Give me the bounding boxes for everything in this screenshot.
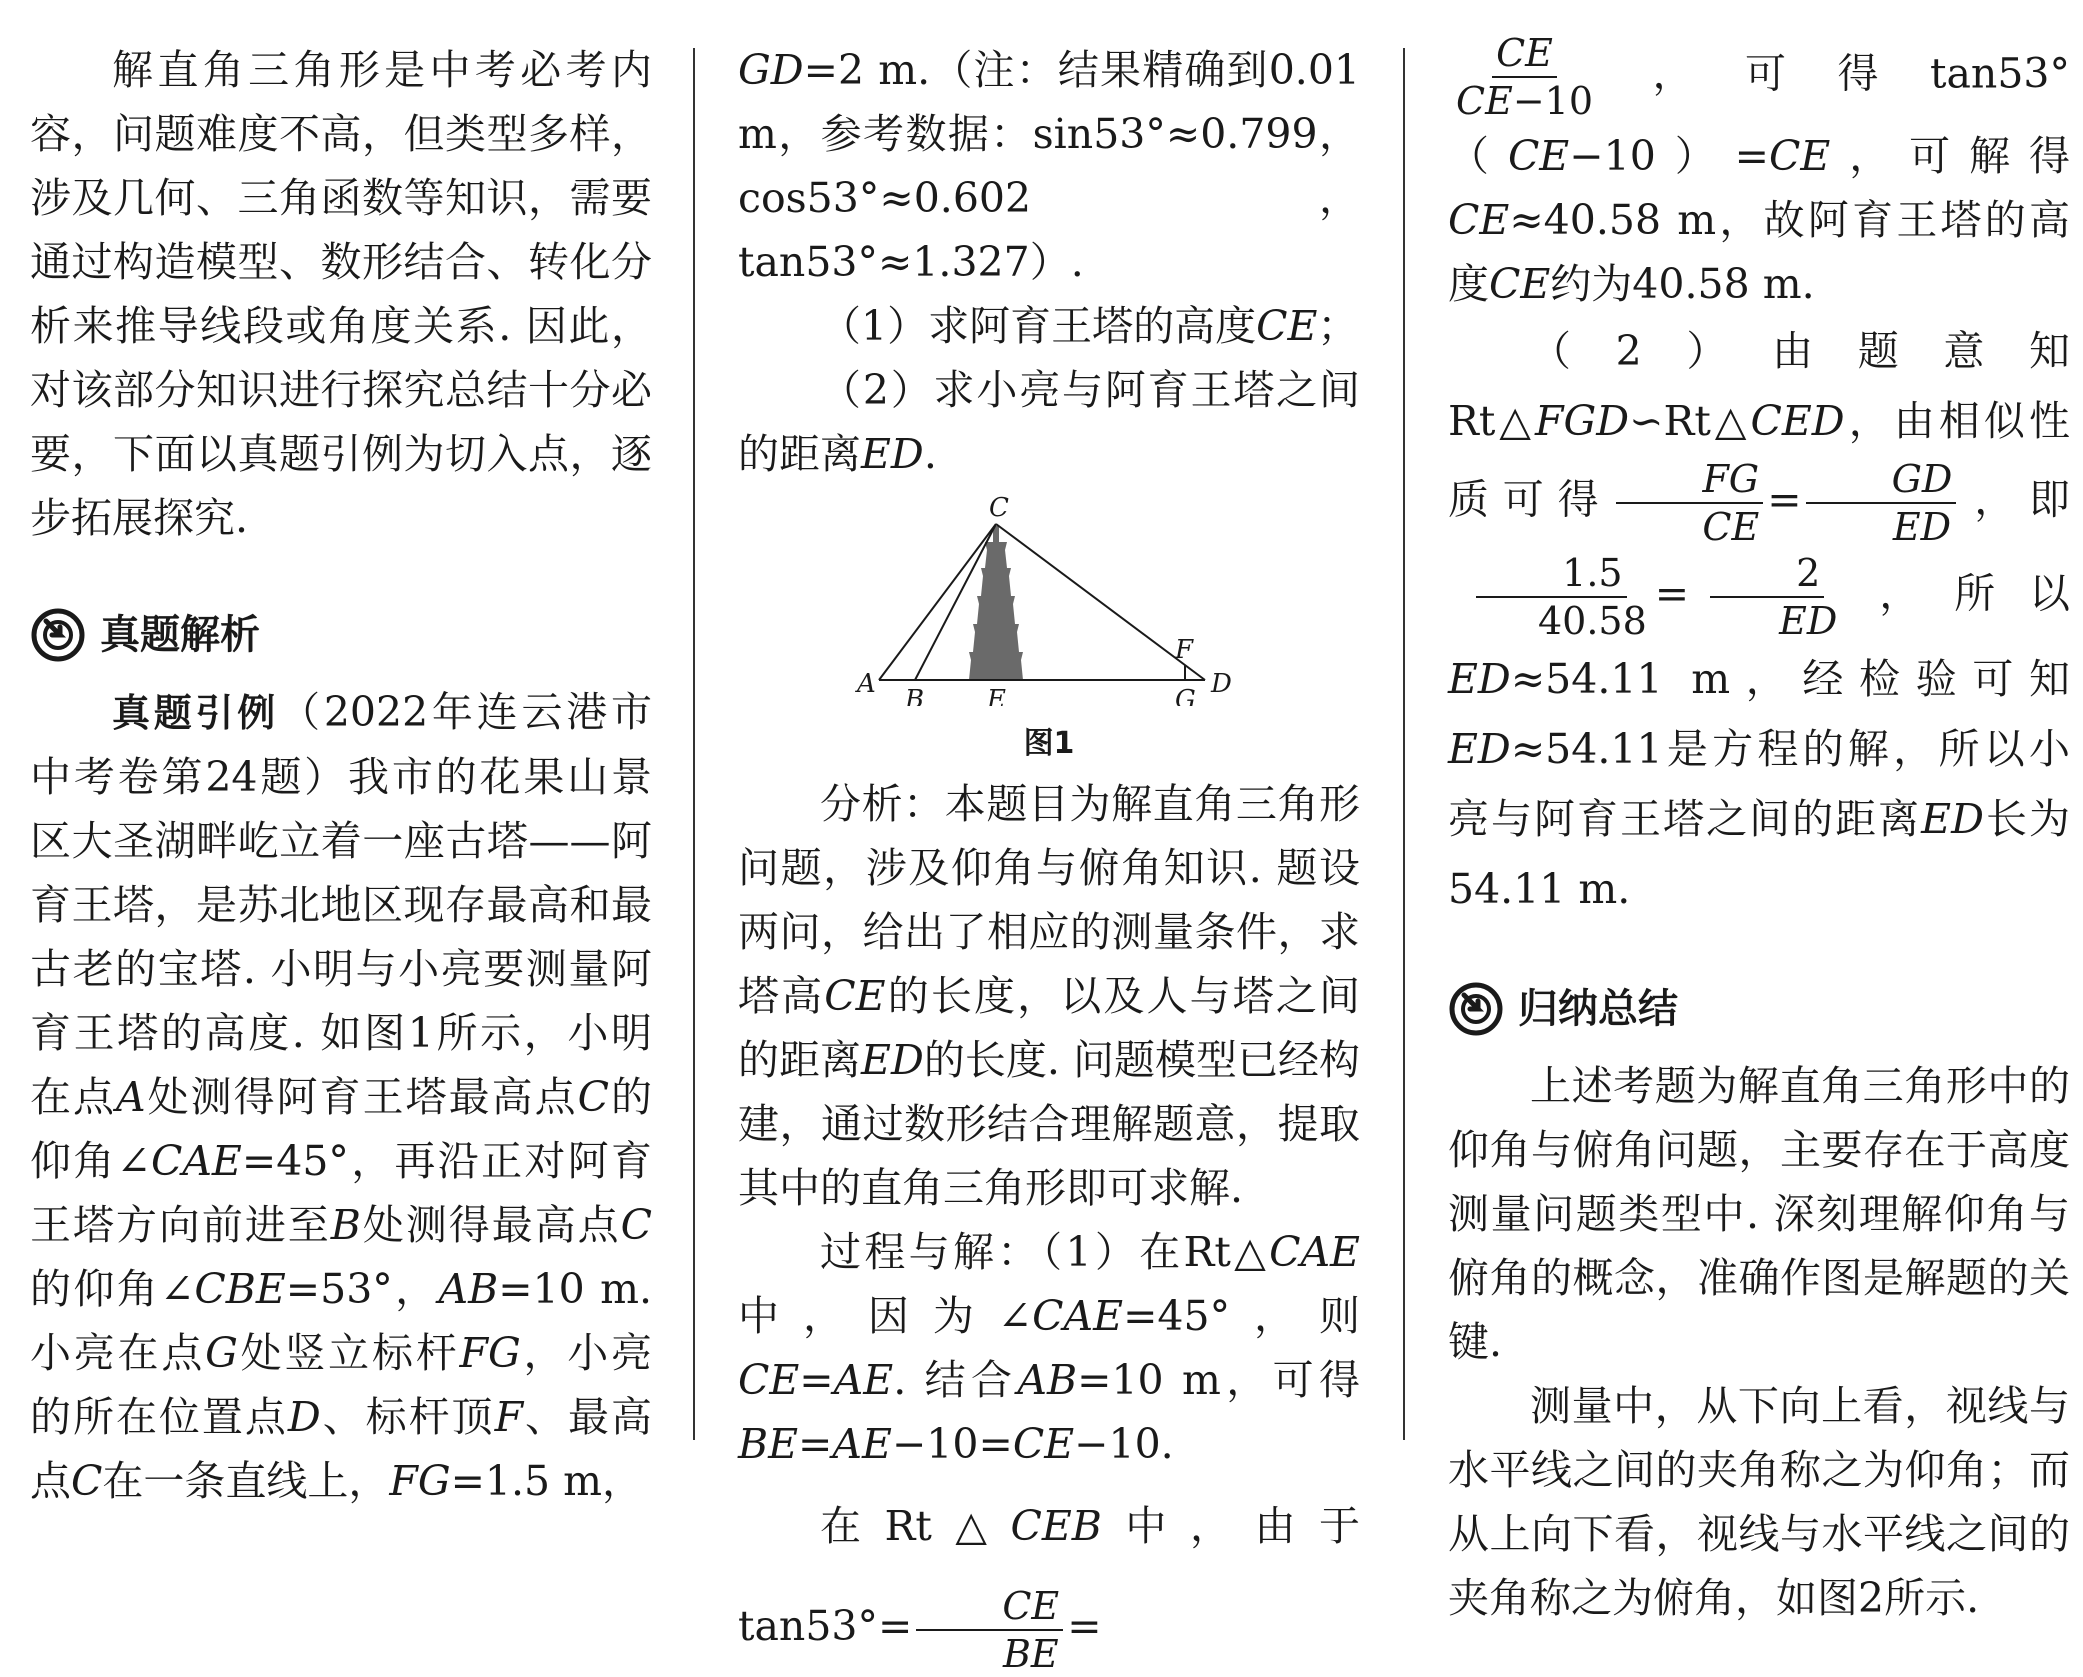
label-A: A: [857, 669, 876, 699]
solution-tan-line: 在Rt△CEB中，由于tan53°= $\frac{CE}{BE}$ =: [738, 1502, 1360, 1676]
fraction-2-ED: $\frac{2}{ED}$: [1693, 550, 1841, 644]
fraction-1.5-40.58: $\frac{1.5}{40.58}$: [1452, 550, 1651, 644]
section-title-summary: 归纳总结: [1518, 986, 1678, 1032]
fraction-GD-ED: $\frac{GD}{ED}$: [1806, 456, 1957, 550]
arrow-circle-icon: [30, 607, 86, 663]
label-F: F: [1175, 635, 1194, 665]
question-2: （2）求小亮与阿育王塔之间的距离ED.: [738, 366, 1360, 478]
column-1: [30, 38, 652, 1513]
summary-paragraph-1: 上述考题为解直角三角形中的仰角与俯角问题，主要存在于高度测量问题类型中. 深刻理解仰角与俯角的概念，准确作图是解题的关键.: [1448, 1062, 2070, 1366]
label-D: D: [1211, 669, 1232, 699]
lead-label: 真题引例: [112, 691, 280, 735]
analysis-paragraph: 分析：本题目为解直角三角形问题，涉及仰角与俯角知识. 题设两问，给出了相应的测量条件，求塔高CE的长度，以及人与塔之间的距离ED的长度. 问题模型已经构建，通过数形结合理解题意，提取其中的直角三角形即可求解.: [738, 780, 1361, 1212]
fraction-FG-CE: $\frac{FG}{CE}$: [1616, 456, 1763, 550]
arrow-circle-icon: [1448, 981, 1504, 1037]
problem-paragraph: 真题引例（2022年连云港市中考卷第24题）我市的花果山景区大圣湖畔屹立着一座古塔——阿育王塔，是苏北地区现存最高和最古老的宝塔. 小明与小亮要测量阿育王塔的高度. 如图1所示，小明在点A处测得阿育王塔最高点C的仰角∠CAE=45°，再沿正对阿育王塔方向前进至B处测得最高点C的仰角∠CBE=53°，AB=10 m. 小亮在点G处竖立标杆FG，小亮的所在位置点D、标杆顶F、最高点C在一条直线上，FG=1.5 m，: [30, 688, 653, 1505]
section-heading-analysis: [30, 590, 652, 680]
column-2: [738, 38, 1360, 1677]
summary-paragraph-2: 测量中，从下向上看，视线与水平线之间的夹角称之为仰角；而从上向下看，视线与水平线之间的夹角称之为俯角，如图2所示.: [1448, 1382, 2070, 1622]
label-B: B: [905, 685, 925, 706]
label-E: E: [987, 685, 1006, 706]
section-title: 真题解析: [100, 612, 260, 658]
fraction-CE-BE: $\frac{CE}{BE}$: [916, 1583, 1063, 1677]
problem-continued: GD=2 m.（注：结果精确到0.01 m，参考数据：sin53°≈0.799，cos53°≈0.602，tan53°≈1.327）.: [738, 46, 1360, 286]
fraction-CE-CE10: $\frac{CE}{CE-10}$: [1456, 31, 1594, 123]
line-CD: [996, 524, 1205, 680]
label-C: C: [989, 496, 1009, 523]
label-G: G: [1175, 685, 1196, 706]
column-3: [1448, 30, 2070, 1630]
column-divider-2: [1403, 48, 1405, 1440]
section-heading-summary: [1448, 964, 2070, 1054]
column-divider: [693, 48, 695, 1440]
question-1: （1）求阿育王塔的高度CE；: [820, 302, 1359, 350]
solution-continued: $\frac{CE}{CE-10}$ ，可得tan53°（CE−10）=CE，可解得CE≈40.58 m，故阿育王塔的高度CE约为40.58 m.: [1448, 31, 2071, 308]
figure-caption: 图1: [1023, 726, 1075, 761]
tower-diagram: [849, 496, 1249, 706]
part2-paragraph: （2）由题意知Rt△FGD∽Rt△CED，由相似性质可得 $\frac{FG}{CE}$ = $\frac{GD}{ED}$ ，即 $\frac{1.5}{40.58}$ = $\frac{2}{ED}$ ，所以ED≈54.11 m，经检验可知ED≈54.11是方程的解，所以小亮与阿育王塔之间的距离ED长为54.11 m.: [1448, 327, 2071, 913]
figure-1: [738, 496, 1360, 764]
solution-paragraph: 过程与解：（1）在Rt△CAE中，因为∠CAE=45°，则CE=AE. 结合AB=10 m，可得BE=AE−10=CE−10.: [738, 1228, 1360, 1468]
intro-paragraph: 解直角三角形是中考必考内容，问题难度不高，但类型多样，涉及几何、三角函数等知识，需要通过构造模型、数形结合、转化分析来推导线段或角度关系. 因此，对该部分知识进行探究总结十分必要，下面以真题引例为切入点，逐步拓展探究.: [30, 46, 652, 542]
